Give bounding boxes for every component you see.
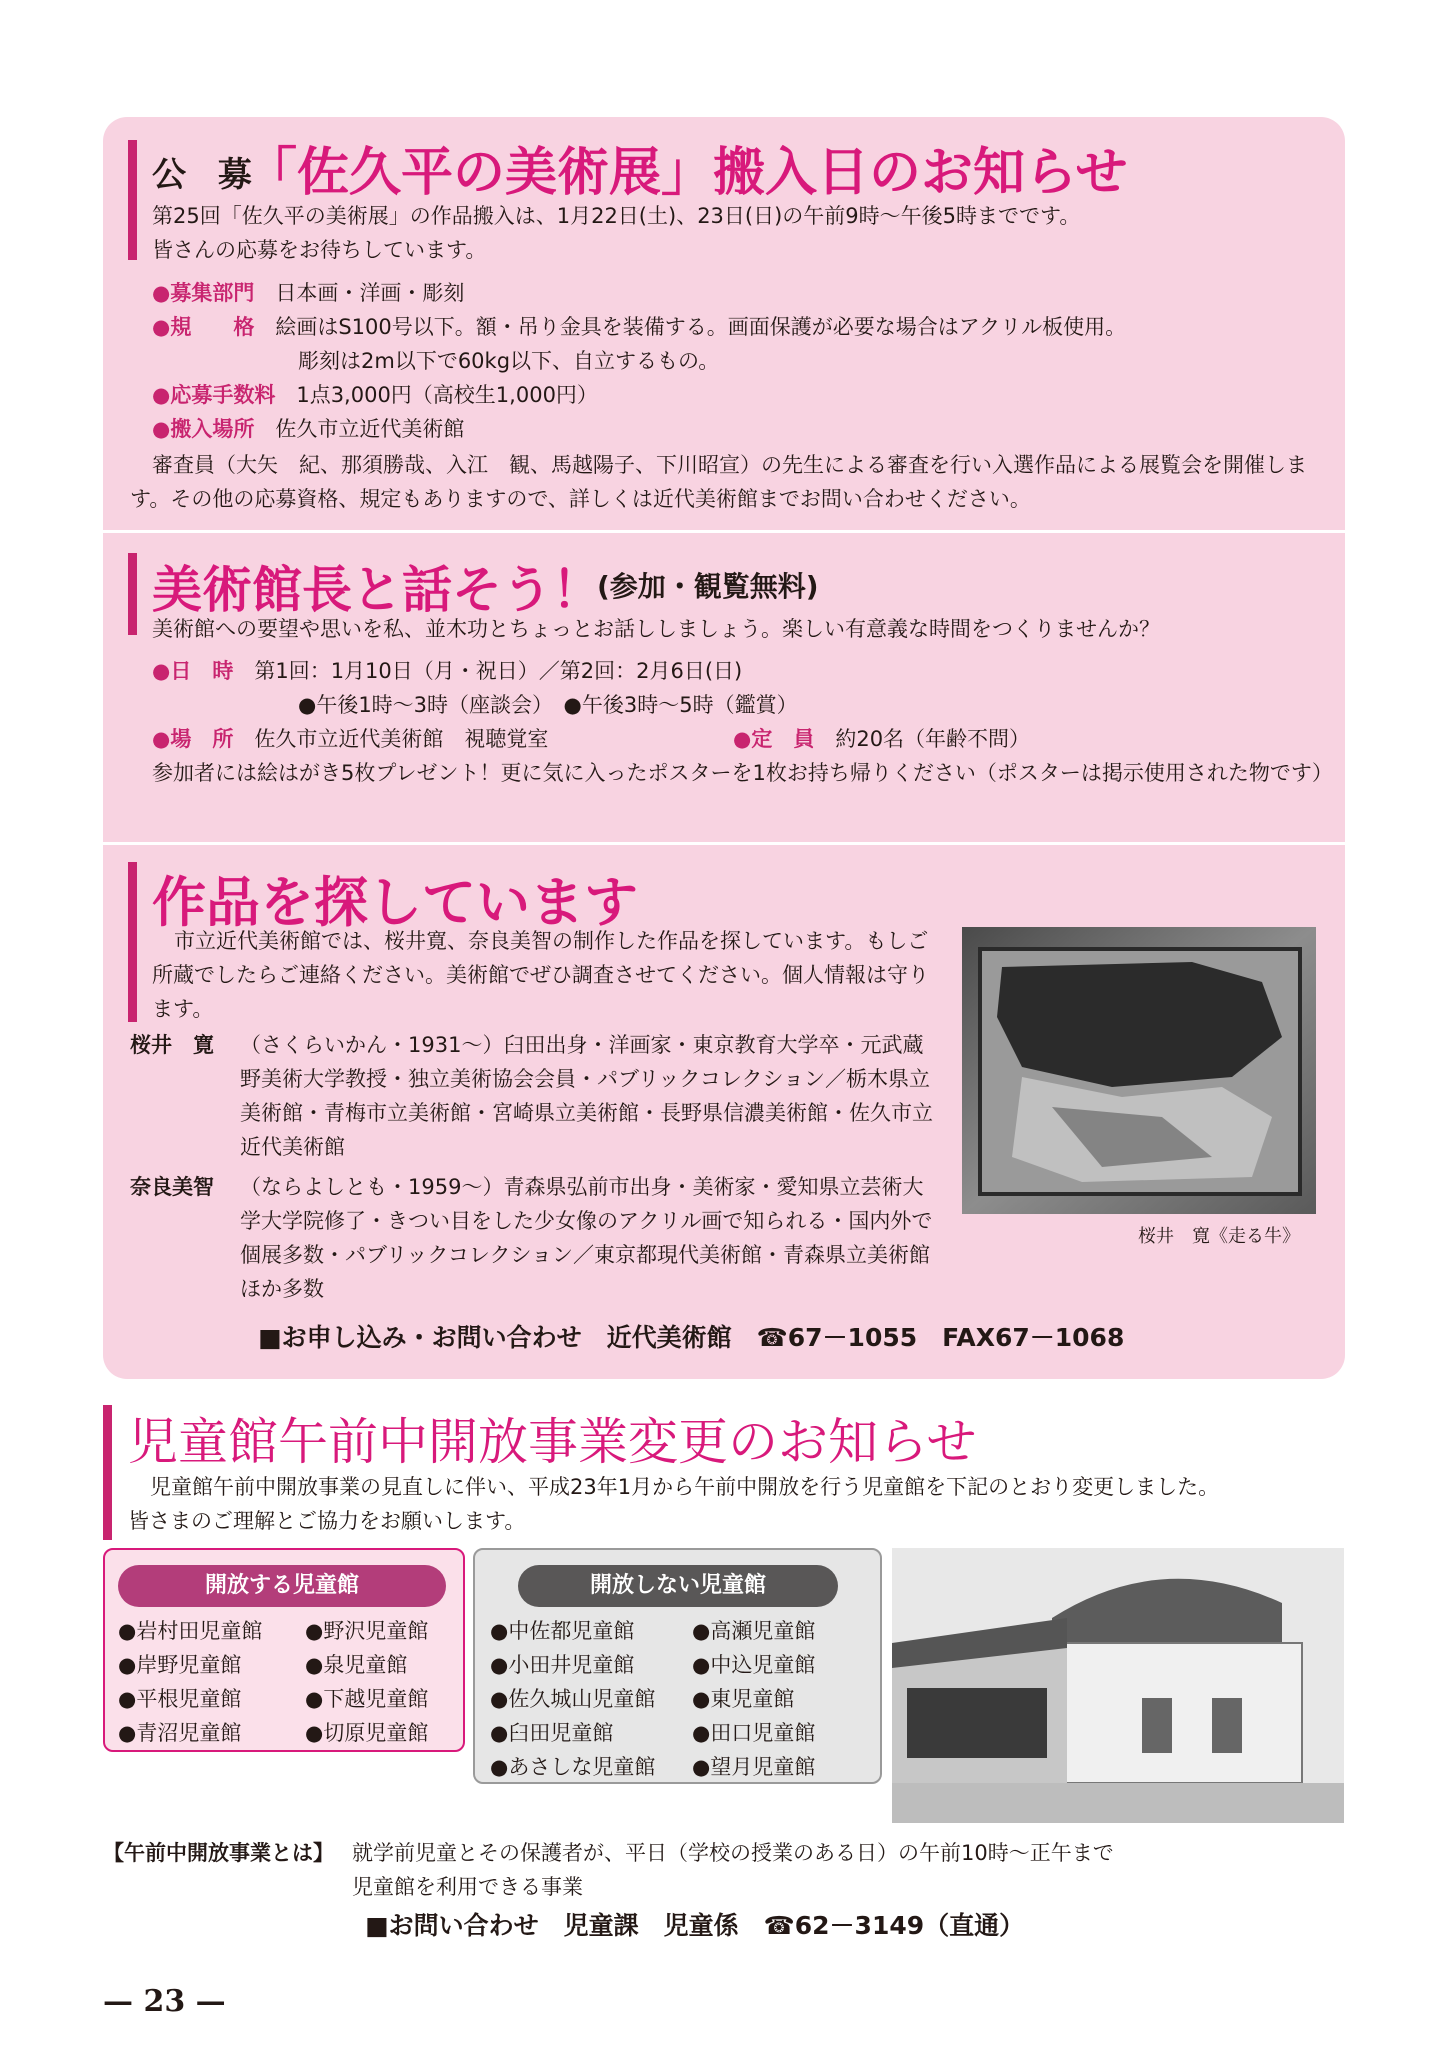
section-divider <box>103 530 1345 533</box>
artwork-photo <box>962 927 1316 1214</box>
date-row <box>152 654 742 688</box>
place-label: ●場 所 <box>152 727 234 751</box>
date-text: 第1回：1月10日（月・祝日）／第2回：2月6日(日) <box>254 659 743 683</box>
section-title: 「佐久平の美術展」搬入日のお知らせ <box>245 142 1128 203</box>
spec-text: 日本画・洋画・彫刻 <box>275 281 465 305</box>
page-number: — 23 — <box>103 1984 226 2019</box>
capacity-text: 約20名（年齢不問） <box>835 727 1031 751</box>
list-item: ●泉児童館 <box>305 1653 408 1677</box>
heading-accent-bar <box>128 553 137 635</box>
search-intro: 市立近代美術館では、桜井寛、奈良美智の制作した作品を探しています。もしご所蔵でしたらご連絡ください。美術館でぜひ調査させてください。個人情報は守ります。 <box>152 929 929 1021</box>
place-text: 佐久市立近代美術館 視聴覚室 <box>254 727 549 751</box>
list-item: ●高瀬児童館 <box>692 1619 816 1643</box>
intro-line: 美術館への要望や思いを私、並木功とちょっとお話ししましょう。楽しい有意義な時間をつくりませんか？ <box>152 617 1160 641</box>
list-item: ●下越児童館 <box>305 1687 429 1711</box>
spec-text: 彫刻は2m以下で60kg以下、自立するもの。 <box>298 349 720 373</box>
spec-label: ●募集部門 <box>152 281 255 305</box>
spec-row <box>152 412 464 446</box>
list-item: ●平根児童館 <box>118 1687 242 1711</box>
list-item: ●中佐都児童館 <box>490 1619 635 1643</box>
section-divider <box>103 842 1345 845</box>
list-item: ●田口児童館 <box>692 1721 816 1745</box>
closed-halls-title: 開放しない児童館 <box>518 1565 838 1607</box>
section-title: 児童館午前中開放事業変更のお知らせ <box>128 1413 977 1471</box>
intro-line: 第25回「佐久平の美術展」の作品搬入は、1月22日(土)、23日(日)の午前9時～午後5時までです。 <box>152 204 1081 228</box>
list-item: ●小田井児童館 <box>490 1653 635 1677</box>
list-item: ●臼田児童館 <box>490 1721 614 1745</box>
intro-line: 皆さんの応募をお待ちしています。 <box>152 238 487 262</box>
list-item: ●青沼児童館 <box>118 1721 242 1745</box>
heading-accent-bar <box>128 862 137 1022</box>
spec-label: ●応募手数料 <box>152 383 276 407</box>
photo-caption: 桜井 寛《走る牛》 <box>1138 1226 1300 1247</box>
free-admission-note: (参加・観覧無料) <box>597 570 819 603</box>
open-halls-title: 開放する児童館 <box>118 1565 446 1607</box>
list-item: ●東児童館 <box>692 1687 795 1711</box>
section-title: 美術館長と話そう！ <box>152 560 602 619</box>
spec-label: ●搬入場所 <box>152 417 255 441</box>
museum-contact: ■お申し込み・お問い合わせ 近代美術館 ☎67－1055 FAX67－1068 <box>258 1323 1125 1352</box>
list-item: ●野沢児童館 <box>305 1619 429 1643</box>
spec-text: 1点3,000円（高校生1,000円） <box>296 383 598 407</box>
artist-name: 奈良美智 <box>130 1175 214 1199</box>
kobo-label: 公 募 <box>152 155 262 195</box>
time-slots: ●午後1時～3時（座談会） ●午後3時～5時（鑑賞） <box>298 693 798 717</box>
spec-row <box>152 310 1126 344</box>
list-item: ●切原児童館 <box>305 1721 429 1745</box>
capacity-label: ●定 員 <box>733 727 815 751</box>
children-section-contact: ■お問い合わせ 児童課 児童係 ☎62－3149（直通） <box>365 1911 1025 1940</box>
definition-text: 就学前児童とその保護者が、平日（学校の授業のある日）の午前10時～正午まで <box>352 1841 1114 1865</box>
list-item: ●あさしな児童館 <box>490 1755 656 1779</box>
children-hall-photo <box>892 1548 1344 1823</box>
list-item: ●佐久城山児童館 <box>490 1687 656 1711</box>
place-row <box>152 722 548 756</box>
spec-label: ●規 格 <box>152 315 255 339</box>
list-item: ●望月児童館 <box>692 1755 816 1779</box>
jury-note: 審査員（大矢 紀、那須勝哉、入江 観、馬越陽子、下川昭宣）の先生による審査を行い入選作品による展覧会を開催します。その他の応募資格、規定もありますので、詳しくは近代美術館までお問い合わせください。 <box>130 453 1307 511</box>
definition-label: 【午前中開放事業とは】 <box>103 1841 334 1865</box>
heading-accent-bar <box>128 140 137 260</box>
spec-text: 佐久市立近代美術館 <box>275 417 465 441</box>
capacity-row <box>733 722 1030 756</box>
section-title: 作品を探しています <box>152 870 638 934</box>
list-item: ●岸野児童館 <box>118 1653 242 1677</box>
intro-line: 児童館午前中開放事業の見直しに伴い、平成23年1月から午前中開放を行う児童館を下記のとおり変更しました。 <box>150 1475 1220 1499</box>
intro-line: 皆さまのご理解とご協力をお願いします。 <box>128 1509 526 1533</box>
spec-text: 絵画はS100号以下。額・吊り金具を装備する。画面保護が必要な場合はアクリル板使用。 <box>275 315 1127 339</box>
artist-name: 桜井 寛 <box>130 1033 214 1057</box>
artist-bio: （ならよしとも・1959～）青森県弘前市出身・美術家・愛知県立芸術大学大学院修了・きつい目をした少女像のアクリル画で知られる・国内外で個展多数・パブリックコレクション／東京都現代美術館・青森県立美術館ほか多数 <box>240 1175 933 1301</box>
date-label: ●日 時 <box>152 659 234 683</box>
list-item: ●岩村田児童館 <box>118 1619 263 1643</box>
heading-accent-bar <box>103 1405 112 1540</box>
present-note: 参加者には絵はがき5枚プレゼント！更に気に入ったポスターを1枚お持ち帰りください（ポスターは掲示使用された物です） <box>152 761 1333 785</box>
definition-text: 児童館を利用できる事業 <box>352 1875 583 1899</box>
artist-bio: （さくらいかん・1931～）臼田出身・洋画家・東京教育大学卒・元武蔵野美術大学教授・独立美術協会会員・パブリックコレクション／栃木県立美術館・青梅市立美術館・宮崎県立美術館・長野県信濃美術館・佐久市立近代美術館 <box>240 1033 933 1159</box>
spec-row <box>152 276 464 310</box>
list-item: ●中込児童館 <box>692 1653 816 1677</box>
spec-row <box>152 378 598 412</box>
